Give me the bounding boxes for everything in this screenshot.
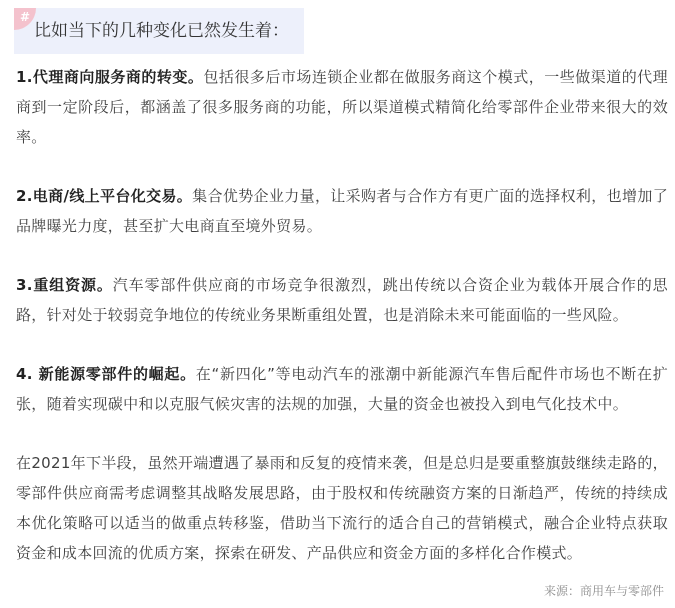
item-1-body: 包括很多后市场连锁企业都在做服务商这个模式，一些做渠道的代理商到一定阶段后，都涵盖了很多服务商的功能，所以渠道模式精简化给零部件企业带来很大的效率。 xyxy=(16,68,668,146)
item-1-heading: 1.代理商向服务商的转变。 xyxy=(16,68,204,86)
item-3-heading: 3.重组资源。 xyxy=(16,276,113,294)
item-4-heading: 4. 新能源零部件的崛起。 xyxy=(16,365,196,383)
item-3-body: 汽车零部件供应商的市场竞争很激烈，跳出传统以合资企业为载体开展合作的思路，针对处于较弱竞争地位的传统业务果断重组处置，也是消除未来可能面临的一些风险。 xyxy=(16,276,668,324)
section-header xyxy=(14,8,304,54)
section-title: 比如当下的几种变化已然发生着： xyxy=(34,21,289,41)
item-4 xyxy=(16,359,668,419)
hashtag-icon: # xyxy=(14,8,36,30)
item-2-body: 集合优势企业力量，让采购者与合作方有更广面的选择权利，也增加了品牌曝光力度，甚至扩大电商直至境外贸易。 xyxy=(16,187,668,235)
item-2 xyxy=(16,181,668,241)
item-1 xyxy=(16,62,668,152)
item-2-heading: 2.电商/线上平台化交易。 xyxy=(16,187,193,205)
conclusion-paragraph: 在2021年下半段，虽然开端遭遇了暴雨和反复的疫情来袭，但是总归是要重整旗鼓继续走路的，零部件供应商需考虑调整其战略发展思路，由于股权和传统融资方案的日渐趋严，传统的持续成本优化策略可以适当的做重点转移鉴，借助当下流行的适合自己的营销模式，融合企业特点获取资金和成本回流的优质方案，探索在研发、产品供应和资金方面的多样化合作模式。 xyxy=(16,454,668,562)
item-3 xyxy=(16,270,668,330)
article-body xyxy=(16,62,668,568)
item-4-body: 在“新四化”等电动汽车的涨潮中新能源汽车售后配件市场也不断在扩张，随着实现碳中和以克服气候灾害的法规的加强，大量的资金也被投入到电气化技术中。 xyxy=(16,365,668,413)
source-credit: 来源：商用车与零部件 xyxy=(543,584,664,598)
